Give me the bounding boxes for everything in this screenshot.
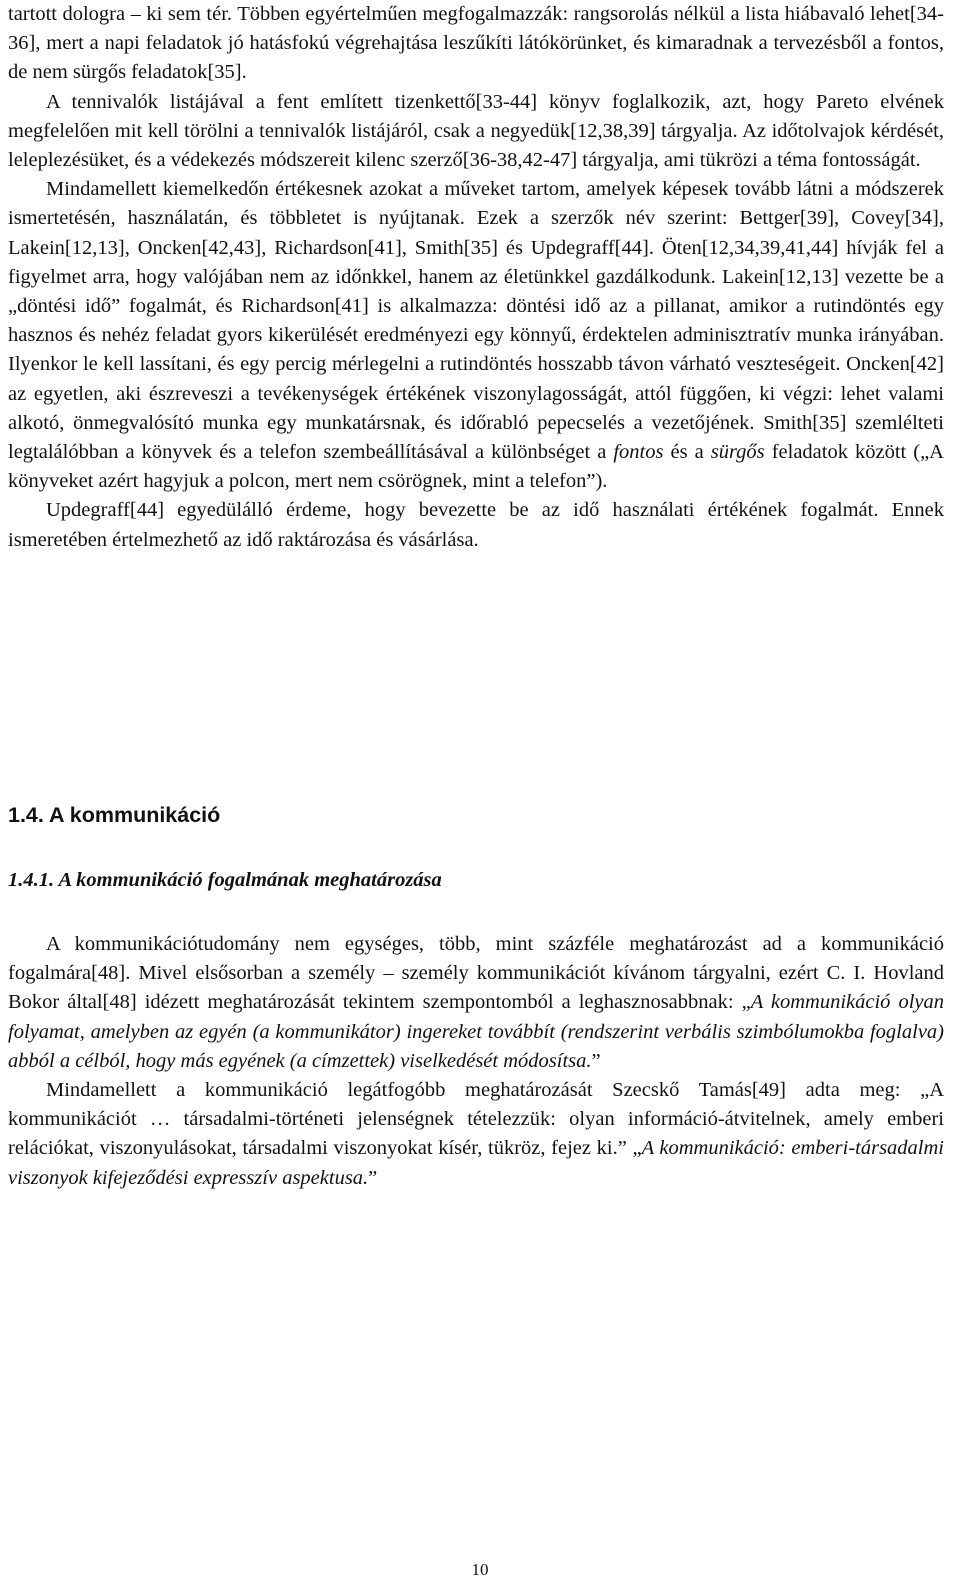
paragraph-definition-hovland (8, 930, 944, 1076)
subsection-heading: 1.4.1. A kommunikáció fogalmának meghatározása (8, 869, 442, 891)
quote-hovland: A kommunikáció olyan folyamat, amelyben az egyén (a kommunikátor) ingereket továbbít (rendszerint verbális szimbólumokba foglalva) abból a célból, hogy más egyének (a címzettek) viselkedését módosítsa. (8, 991, 944, 1072)
paragraph-text: ” (591, 1049, 601, 1072)
paragraph-text: ” (368, 1166, 378, 1189)
paragraph-definition-szecsko (8, 1076, 944, 1193)
paragraph-text: Mindamellett a kommunikáció legátfogóbb meghatározását Szecskő Tamás[49] adta meg: „A kommunikációt … társadalmi-történeti jelenségnek tételezzük: olyan információ-átvitelnek, amely emberi relációkat, viszonyulásokat, társadalmi viszonyokat kísér, tükröz, fejez ki.” „ (8, 1079, 944, 1160)
quote-szecsko: A kommunikáció: emberi-társadalmi viszonyok kifejeződési expresszív aspektusa. (8, 1137, 944, 1189)
paragraph-text: A tennivalók listájával a fent említett tizenkettő[33-44] könyv foglalkozik, azt, hogy Pareto elvének megfelelően mit kell törölni a tennivalók listájáról, csak a negyedük[12,38,39] tárgyalja. Az időtolvajok kérdését, leleplezésüket, és a védekezés módszereit kilenc szerző[36-38,42-47] tárgyalja, ami tükrözi a téma fontosságát. (8, 90, 944, 172)
paragraph-notable-authors (8, 175, 944, 496)
paragraph-text: feladatok között („A könyveket azért hagyjuk a polcon, mert nem csörögnek, mint a telefon”). (8, 441, 944, 493)
emphasis-surgos: sürgős (710, 441, 765, 464)
emphasis-fontos: fontos (613, 441, 664, 464)
paragraph-continuation (8, 0, 944, 88)
paragraph-updegraff (8, 496, 944, 554)
paragraph-text: Updegraff[44] egyedülálló érdeme, hogy bevezette be az idő használati értékének fogalmát. Ennek ismeretében értelmezhető az idő raktározása és vásárlása. (8, 499, 944, 551)
paragraph-text: Mindamellett kiemelkedőn értékesnek azokat a műveket tartom, amelyek képesek tovább látni a módszerek ismertetésén, használatán, és többletet is nyújtanak. Ezek a szerzők név szerint: Bettger[39], Covey[34], Lakein[12,13], Oncken[42,43], Richardson[41], Smith[35] és Updegraff[44]. Öten[12,34,39,41,44] hívják fel a figyelmet arra, hogy valójában nem az időnkkel, hanem az életünkkel gazdálkodunk. Lakein[12,13] vezette be a „döntési idő” fogalmát, és Richardson[41] is alkalmazza: döntési idő az a pillanat, amikor a rutindöntés egy hasznos és nehéz feladat gyors kikerülését eredményezi egy könnyű, érdektelen adminisztratív munka irányában. Ilyenkor le kell lassítani, és egy percig mérlegelni a rutindöntés hosszabb távon várható veszteségeit. Oncken[42] az egyetlen, aki észreveszi a tevékenységek értékének viszonylagosságát, attól függően, ki végzi: lehet valami alkotó, önmegvalósító munka egy munkatársnak, és időrabló pepecselés a vezetőjének. Smith[35] szemlélteti legtalálóbban a könyvek és a telefon szembeállításával a különbséget a (8, 178, 944, 464)
section-body (8, 930, 944, 1193)
document-page (8, 0, 944, 1189)
page-number: 10 (471, 1560, 489, 1579)
paragraph-text: tartott dologra – ki sem tér. Többen egyértelműen megfogalmazzák: rangsorolás nélkül a lista hiábavaló lehet[34-36], mert a napi feladatok jó hatásfokú végrehajtása leszűkíti látókörünket, és kimaradnak a tervezésből a fontos, de nem sürgős feladatok[35]. (8, 3, 944, 84)
paragraph-text: és a (663, 441, 711, 464)
paragraph-text: A kommunikációtudomány nem egységes, több, mint százféle meghatározást ad a kommunikáció fogalmára[48]. Mivel elsősorban a személy – személy kommunikációt kívánom tárgyalni, ezért C. I. Hovland Bokor által[48] idézett meghatározását tekintem szempontomból a leghasznosabbnak: „ (8, 933, 944, 1014)
section-heading: 1.4. A kommunikáció (8, 803, 221, 827)
paragraph-todo-lists (8, 88, 944, 176)
